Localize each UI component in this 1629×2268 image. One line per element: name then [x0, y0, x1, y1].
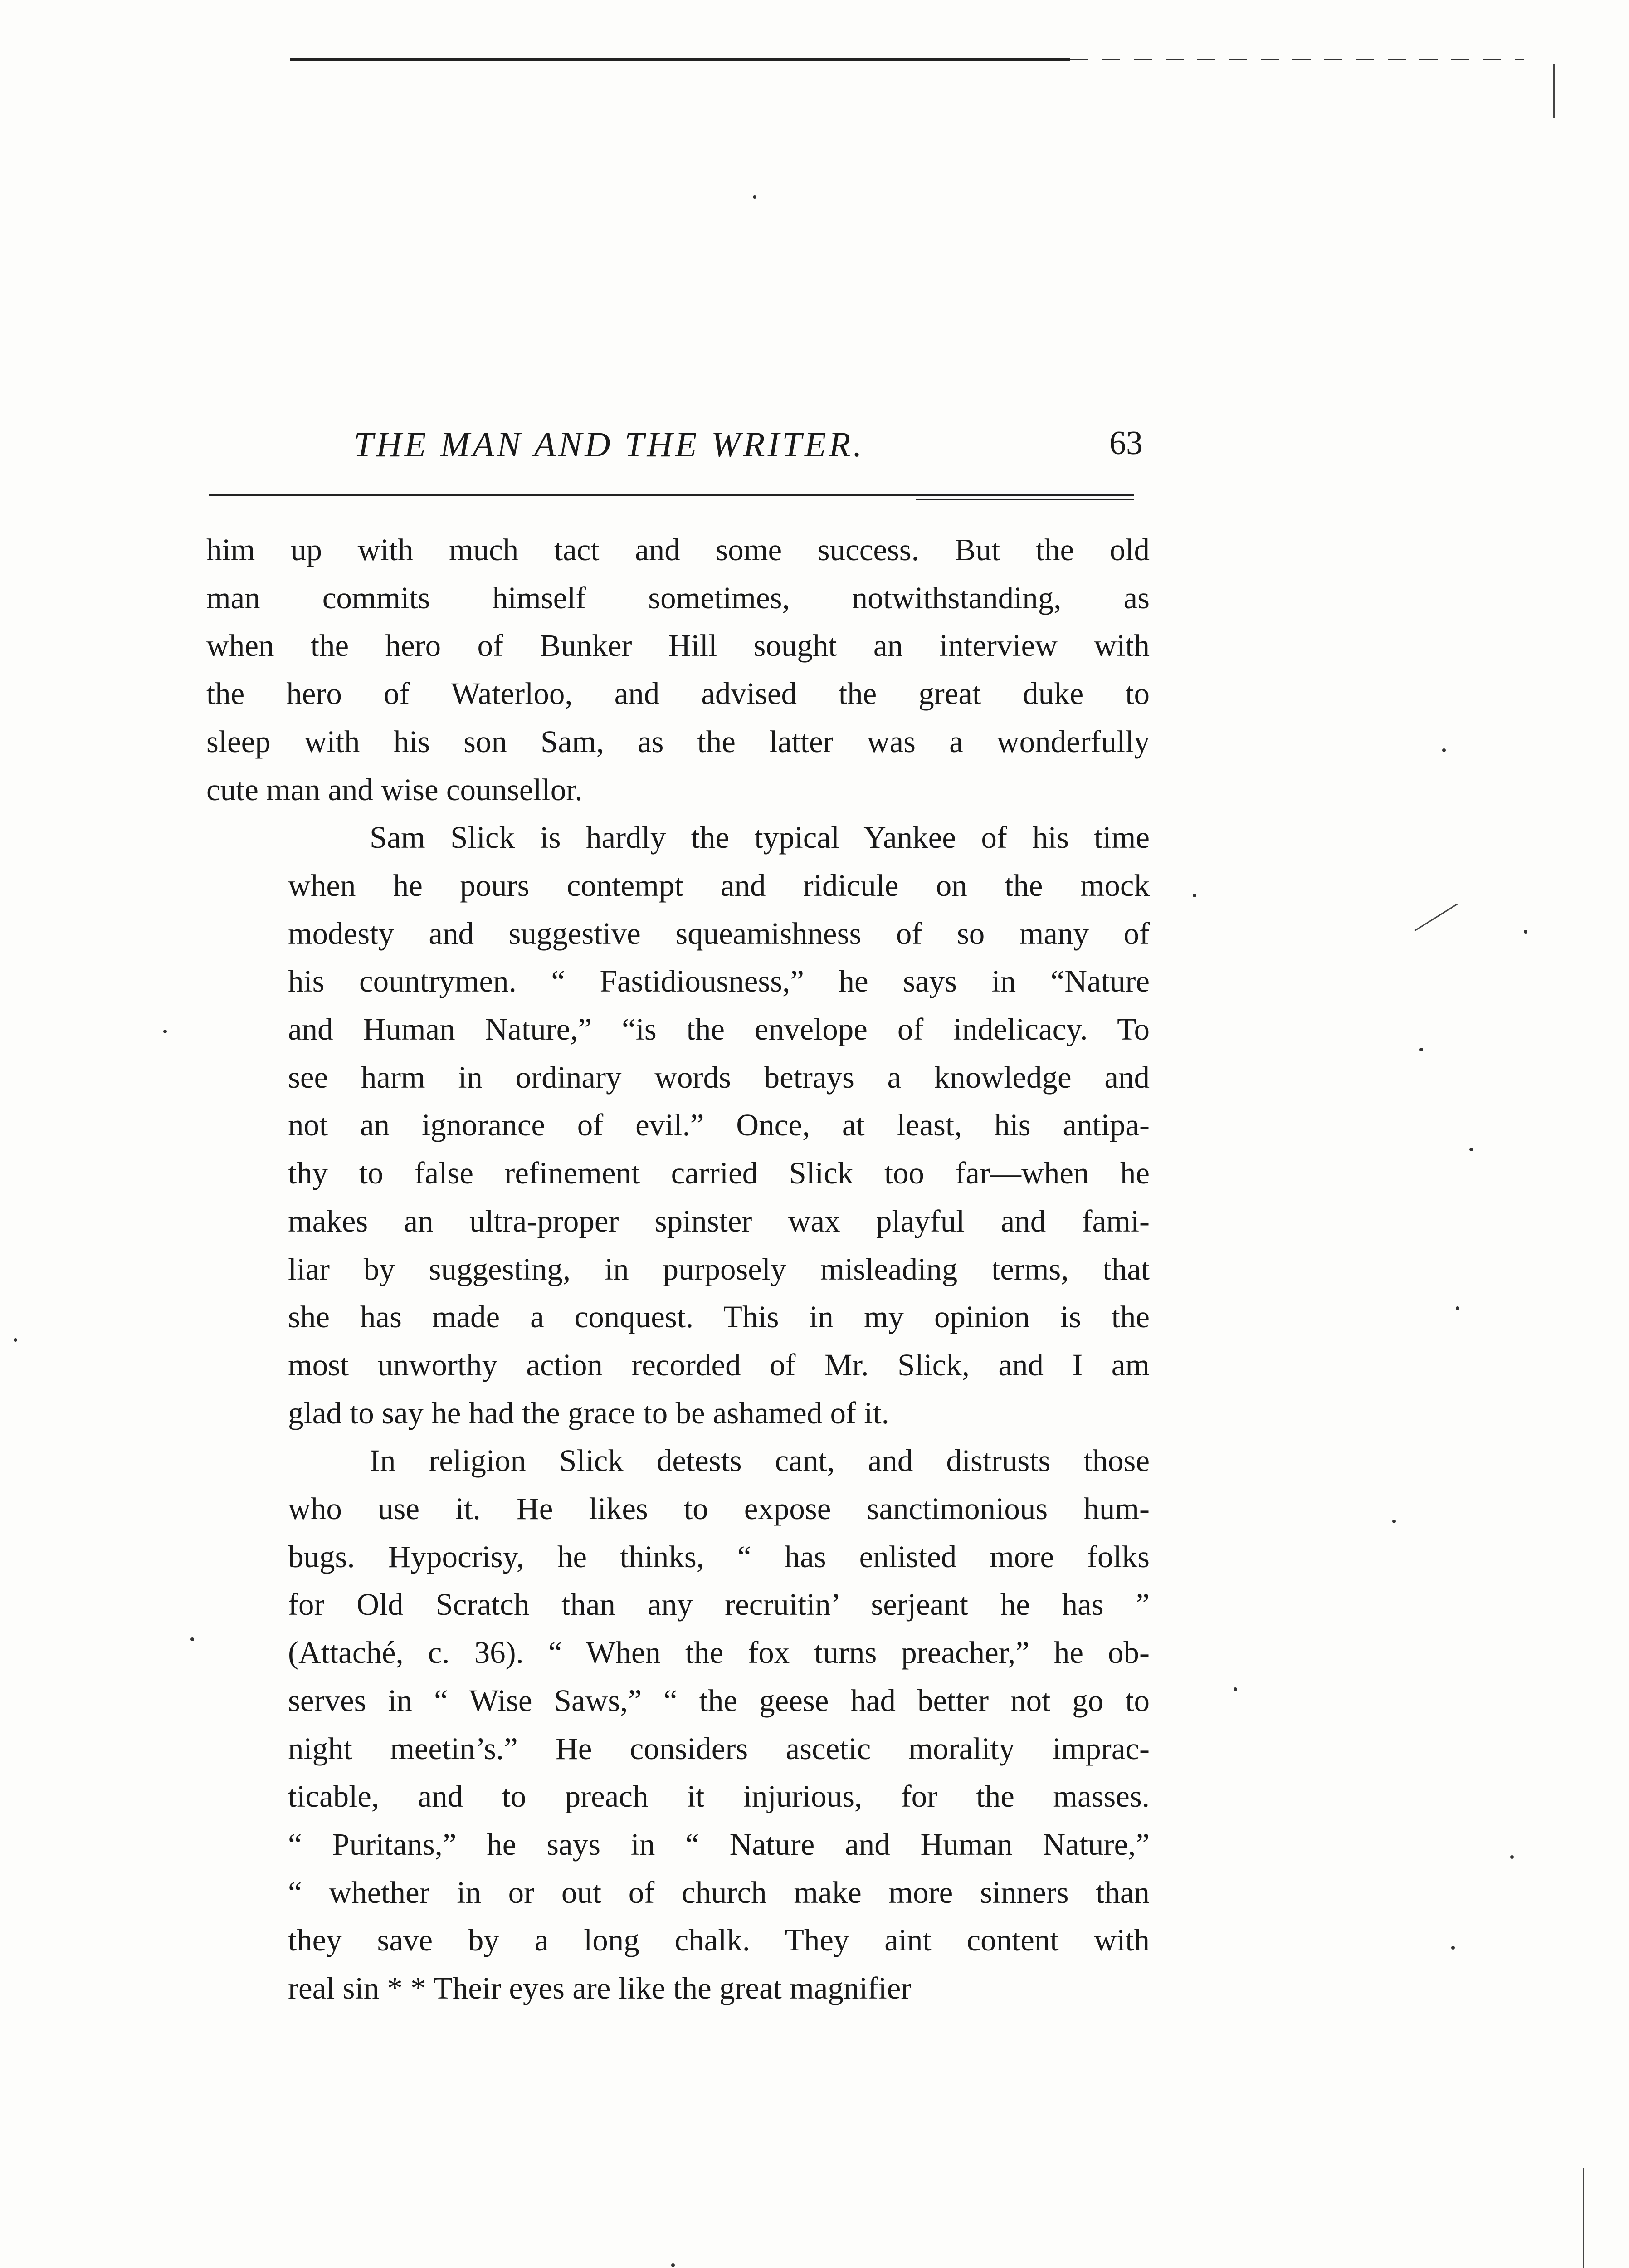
text-line: not an ignorance of evil.” Once, at least, his antipa-: [288, 1108, 1150, 1143]
running-title: THE MAN AND THE WRITER.: [354, 425, 865, 464]
text-line: (Attaché, c. 36). “ When the fox turns preacher,” he ob-: [288, 1635, 1150, 1670]
right-edge-mark-lower: [1583, 2168, 1584, 2268]
text-line: the hero of Waterloo, and advised the great duke to: [206, 676, 1150, 711]
top-edge-dashed-rule: [1070, 59, 1524, 60]
paragraph: [206, 814, 1150, 1437]
text-line: liar by suggesting, in purposely misleading terms, that: [288, 1251, 1150, 1286]
text-line: glad to say he had the grace to be ashamed of it.: [288, 1395, 889, 1430]
text-line: Sam Slick is hardly the typical Yankee of his time: [370, 820, 1150, 855]
top-edge-rule: [290, 58, 1070, 61]
text-line: who use it. He likes to expose sanctimonious hum-: [288, 1491, 1150, 1526]
text-line: for Old Scratch than any recruitin’ serjeant he has ”: [288, 1587, 1150, 1622]
page-number: 63: [1109, 425, 1143, 462]
header-rule-double: [916, 499, 1134, 500]
text-line: his countrymen. “ Fastidiousness,” he says in “Nature: [288, 964, 1150, 999]
text-line: thy to false refinement carried Slick too far—when he: [288, 1156, 1150, 1191]
text-line: when he pours contempt and ridicule on the mock: [288, 868, 1150, 903]
text-line: man commits himself sometimes, notwithstanding, as: [206, 580, 1150, 615]
text-line: cute man and wise counsellor.: [206, 772, 583, 807]
text-line: “ whether in or out of church make more sinners than: [288, 1875, 1150, 1910]
text-line: bugs. Hypocrisy, he thinks, “ has enlisted more folks: [288, 1539, 1150, 1574]
text-line: him up with much tact and some success. But the old: [206, 533, 1150, 567]
body-text: [206, 526, 1150, 2013]
text-line: real sin * * Their eyes are like the great magnifier: [288, 1971, 912, 2006]
text-line: sleep with his son Sam, as the latter was a wonderfully: [206, 724, 1150, 759]
margin-stroke: [1414, 904, 1458, 931]
text-line: ticable, and to preach it injurious, for the masses.: [288, 1779, 1150, 1814]
paragraph: [206, 526, 1150, 814]
text-line: see harm in ordinary words betrays a knowledge and: [288, 1060, 1150, 1095]
text-line: they save by a long chalk. They aint content with: [288, 1923, 1150, 1958]
text-line: when the hero of Bunker Hill sought an interview with: [206, 628, 1150, 663]
text-line: makes an ultra-proper spinster wax playful and fami-: [288, 1203, 1150, 1238]
paragraph: [206, 1437, 1150, 2012]
text-line: night meetin’s.” He considers ascetic morality imprac-: [288, 1731, 1150, 1766]
text-line: modesty and suggestive squeamishness of so many of: [288, 916, 1150, 951]
text-line: “ Puritans,” he says in “ Nature and Human Nature,”: [288, 1827, 1150, 1862]
header-rule: [209, 494, 1134, 496]
text-line: serves in “ Wise Saws,” “ the geese had better not go to: [288, 1683, 1150, 1718]
right-edge-mark: [1553, 64, 1555, 118]
text-line: In religion Slick detests cant, and distrusts those: [370, 1443, 1150, 1478]
text-line: and Human Nature,” “is the envelope of indelicacy. To: [288, 1012, 1150, 1047]
text-line: most unworthy action recorded of Mr. Slick, and I am: [288, 1347, 1150, 1382]
text-line: she has made a conquest. This in my opinion is the: [288, 1300, 1150, 1334]
running-head: [354, 424, 1143, 474]
